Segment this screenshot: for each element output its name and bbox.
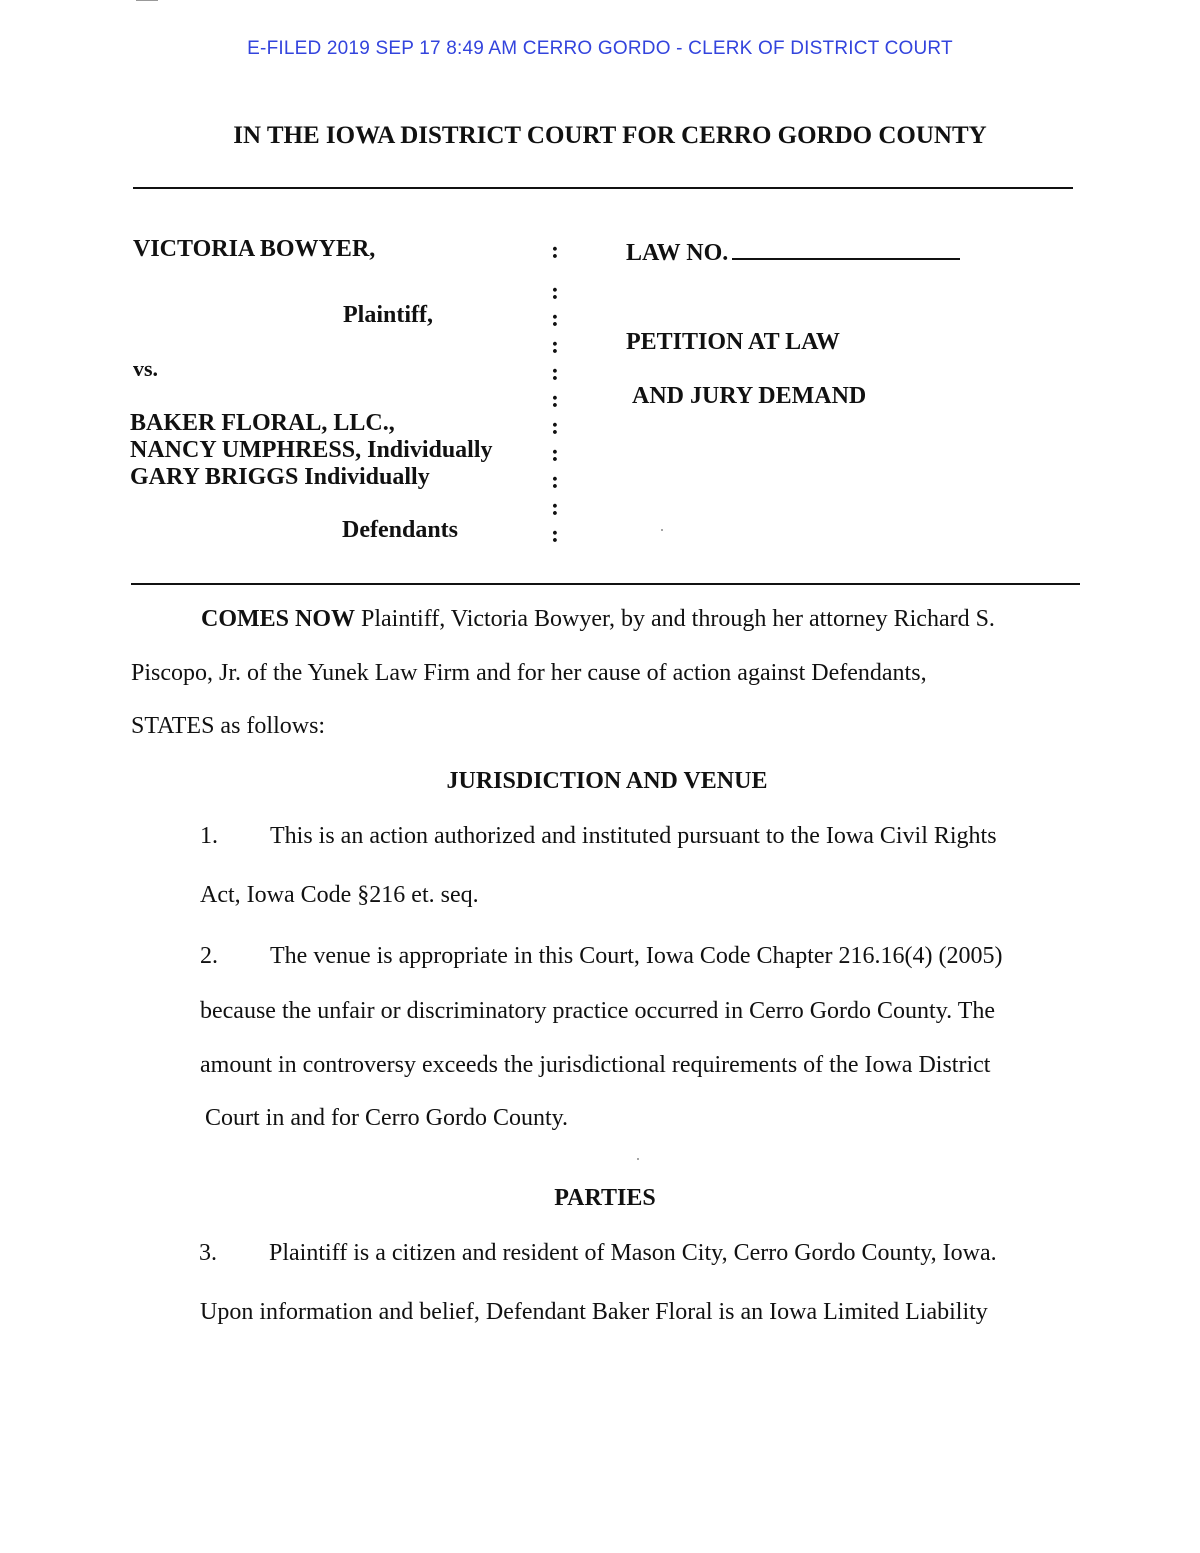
court-title: IN THE IOWA DISTRICT COURT FOR CERRO GORDO COUNTY bbox=[233, 122, 987, 149]
efile-stamp: E-FILED 2019 SEP 17 8:49 AM CERRO GORDO - CLERK OF DISTRICT COURT bbox=[247, 38, 953, 59]
versus-label: vs. bbox=[133, 356, 159, 381]
paragraph-2-line-2: because the unfair or discriminatory practice occurred in Cerro Gordo County. The bbox=[200, 998, 996, 1024]
paragraph-1-number: 1. bbox=[200, 823, 218, 849]
caption-colon: : bbox=[551, 306, 559, 332]
intro-line-3: STATES as follows: bbox=[131, 713, 326, 739]
paragraph-3-number: 3. bbox=[199, 1240, 217, 1266]
caption-bottom-rule bbox=[131, 583, 1080, 585]
scan-speck bbox=[661, 529, 663, 531]
section-heading-jurisdiction: JURISDICTION AND VENUE bbox=[446, 768, 768, 794]
defendants-role: Defendants bbox=[342, 517, 459, 543]
defendant-1: BAKER FLORAL, LLC., bbox=[130, 410, 395, 436]
caption-top-rule bbox=[133, 187, 1073, 189]
caption-colon: : bbox=[551, 441, 559, 467]
paragraph-1-line-2: Act, Iowa Code §216 et. seq. bbox=[200, 882, 479, 908]
law-number-field bbox=[626, 238, 960, 267]
section-heading-parties: PARTIES bbox=[554, 1185, 656, 1211]
caption-colon: : bbox=[551, 522, 559, 548]
scan-speck bbox=[637, 1158, 639, 1160]
paragraph-3-line-1: Plaintiff is a citizen and resident of Mason City, Cerro Gordo County, Iowa. bbox=[269, 1240, 997, 1266]
defendant-2: NANCY UMPHRESS, Individually bbox=[130, 437, 493, 463]
document-title-line-1: PETITION AT LAW bbox=[626, 329, 840, 355]
defendant-3: GARY BRIGGS Individually bbox=[130, 464, 430, 490]
paragraph-3-line-2: Upon information and belief, Defendant Baker Floral is an Iowa Limited Liability bbox=[200, 1299, 988, 1325]
paragraph-2-line-3: amount in controversy exceeds the jurisdictional requirements of the Iowa District bbox=[200, 1052, 991, 1078]
intro-line-1-text: Plaintiff, Victoria Bowyer, by and through her attorney Richard S. bbox=[355, 606, 995, 632]
caption-colon: : bbox=[551, 468, 559, 494]
paragraph-2-line-1: The venue is appropriate in this Court, Iowa Code Chapter 216.16(4) (2005) bbox=[270, 943, 1003, 969]
caption-colon: : bbox=[551, 360, 559, 386]
law-number-blank bbox=[732, 238, 960, 260]
caption-colon: : bbox=[551, 387, 559, 413]
paragraph-2-line-4: Court in and for Cerro Gordo County. bbox=[205, 1105, 569, 1131]
caption-colon: : bbox=[551, 414, 559, 440]
intro-line-2: Piscopo, Jr. of the Yunek Law Firm and for her cause of action against Defendants, bbox=[131, 660, 927, 686]
plaintiff-role: Plaintiff, bbox=[343, 302, 433, 328]
intro-lead: COMES NOW bbox=[201, 606, 356, 632]
caption-colon: : bbox=[551, 333, 559, 359]
caption-colon: : bbox=[551, 279, 559, 305]
law-number-label: LAW NO. bbox=[626, 240, 729, 266]
document-title-line-2: AND JURY DEMAND bbox=[632, 383, 867, 409]
plaintiff-name: VICTORIA BOWYER, bbox=[133, 236, 376, 262]
caption-colon: : bbox=[551, 495, 559, 521]
caption-colon: : bbox=[551, 238, 559, 264]
scan-mark bbox=[136, 0, 158, 7]
paragraph-1-line-1: This is an action authorized and instituted pursuant to the Iowa Civil Rights bbox=[270, 823, 997, 849]
paragraph-2-number: 2. bbox=[200, 943, 218, 969]
intro-line-1 bbox=[201, 606, 995, 633]
